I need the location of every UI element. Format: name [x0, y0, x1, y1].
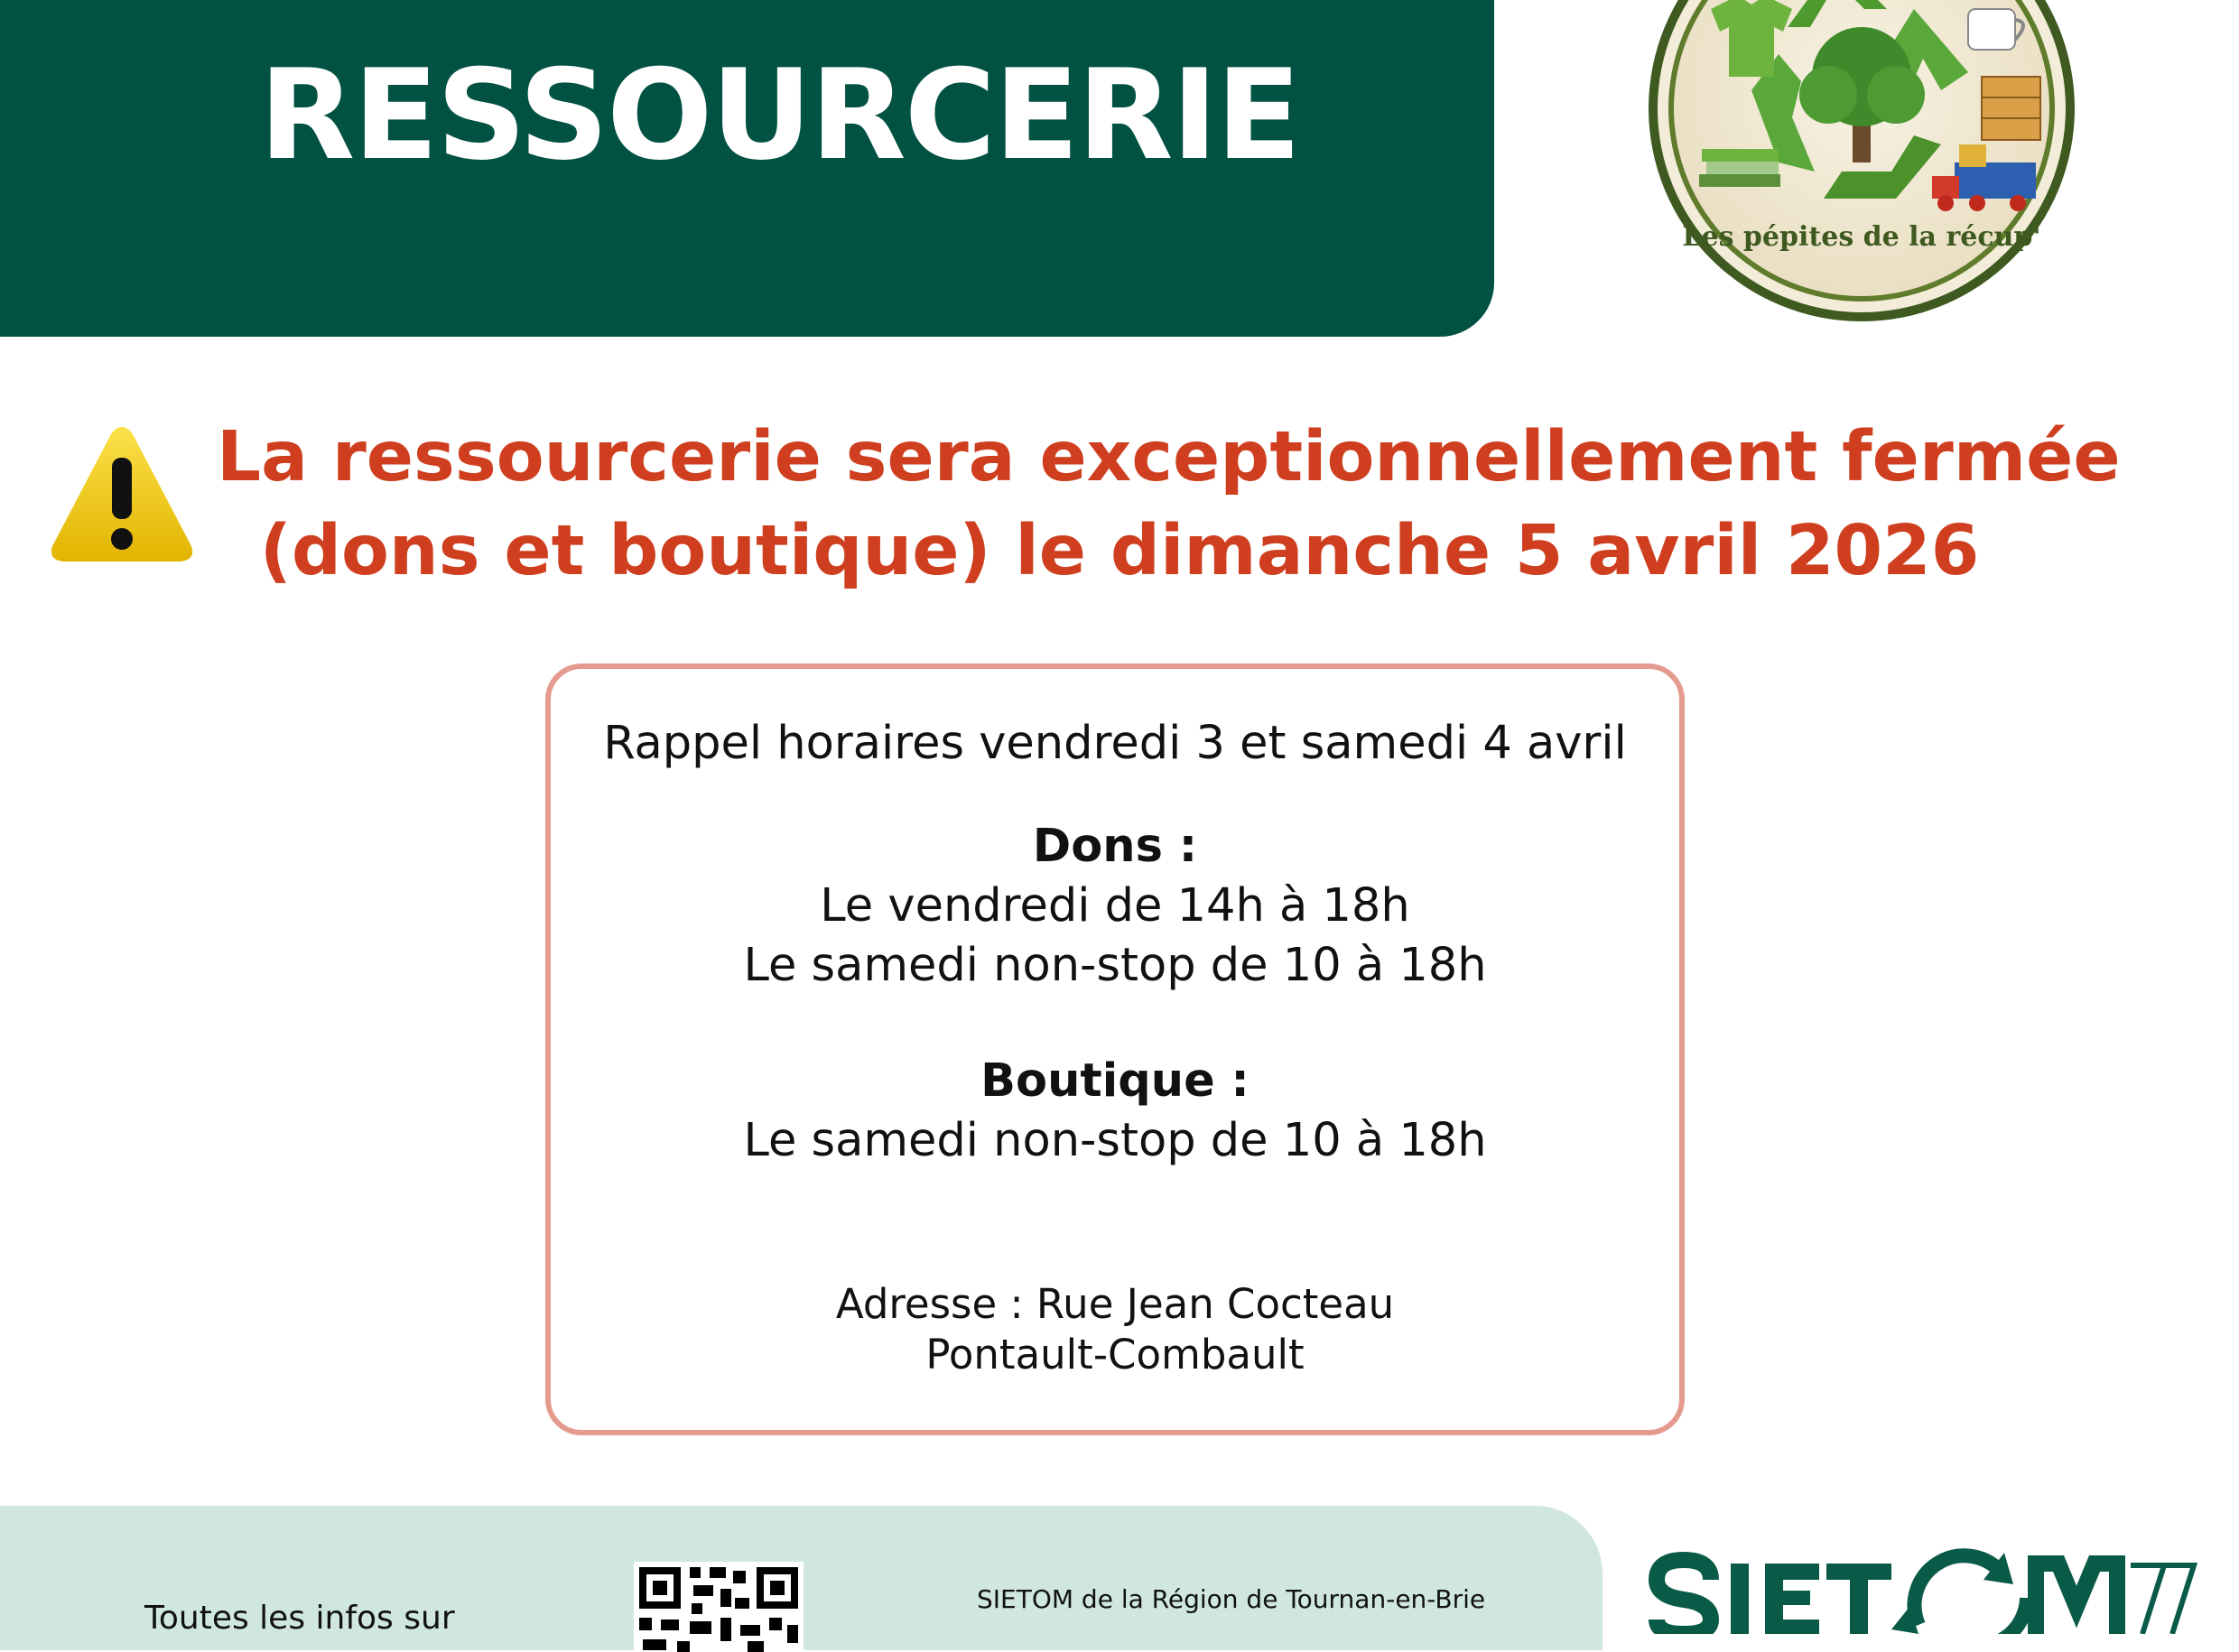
- footer-organization: SIETOM de la Région de Tournan-en-Brie: [977, 1584, 1486, 1614]
- warning-icon: [45, 420, 199, 569]
- address-city: Pontault-Combault: [925, 1331, 1305, 1378]
- alert-line-1: La ressourcerie sera exceptionnellement fermée: [217, 417, 2121, 497]
- schedule-box: [545, 664, 1685, 1435]
- footer-infos-text: Toutes les infos sur: [144, 1600, 455, 1637]
- logo-text: Les pépites de la récup': [1682, 221, 2041, 253]
- dons-heading: Dons :: [1032, 820, 1198, 873]
- alert-line-2: (dons et boutique) le dimanche 5 avril 2026: [259, 511, 1980, 591]
- address-street: Adresse : Rue Jean Cocteau: [835, 1280, 1395, 1328]
- dons-saturday: Le samedi non-stop de 10 à 18h: [743, 939, 1487, 992]
- recycling-logo-icon: [1643, 0, 2081, 329]
- schedule-intro: Rappel horaires vendredi 3 et samedi 4 avril: [603, 717, 1627, 770]
- header-band: [0, 0, 1494, 337]
- qr-code-icon[interactable]: [634, 1562, 804, 1652]
- boutique-heading: Boutique :: [980, 1054, 1250, 1108]
- boutique-saturday: Le samedi non-stop de 10 à 18h: [743, 1114, 1487, 1167]
- dons-friday: Le vendredi de 14h à 18h: [820, 879, 1410, 933]
- page-title: RESSOURCERIE: [259, 42, 1300, 188]
- closure-alert: [217, 411, 2121, 599]
- sietom-logo-icon: [1648, 1544, 2198, 1634]
